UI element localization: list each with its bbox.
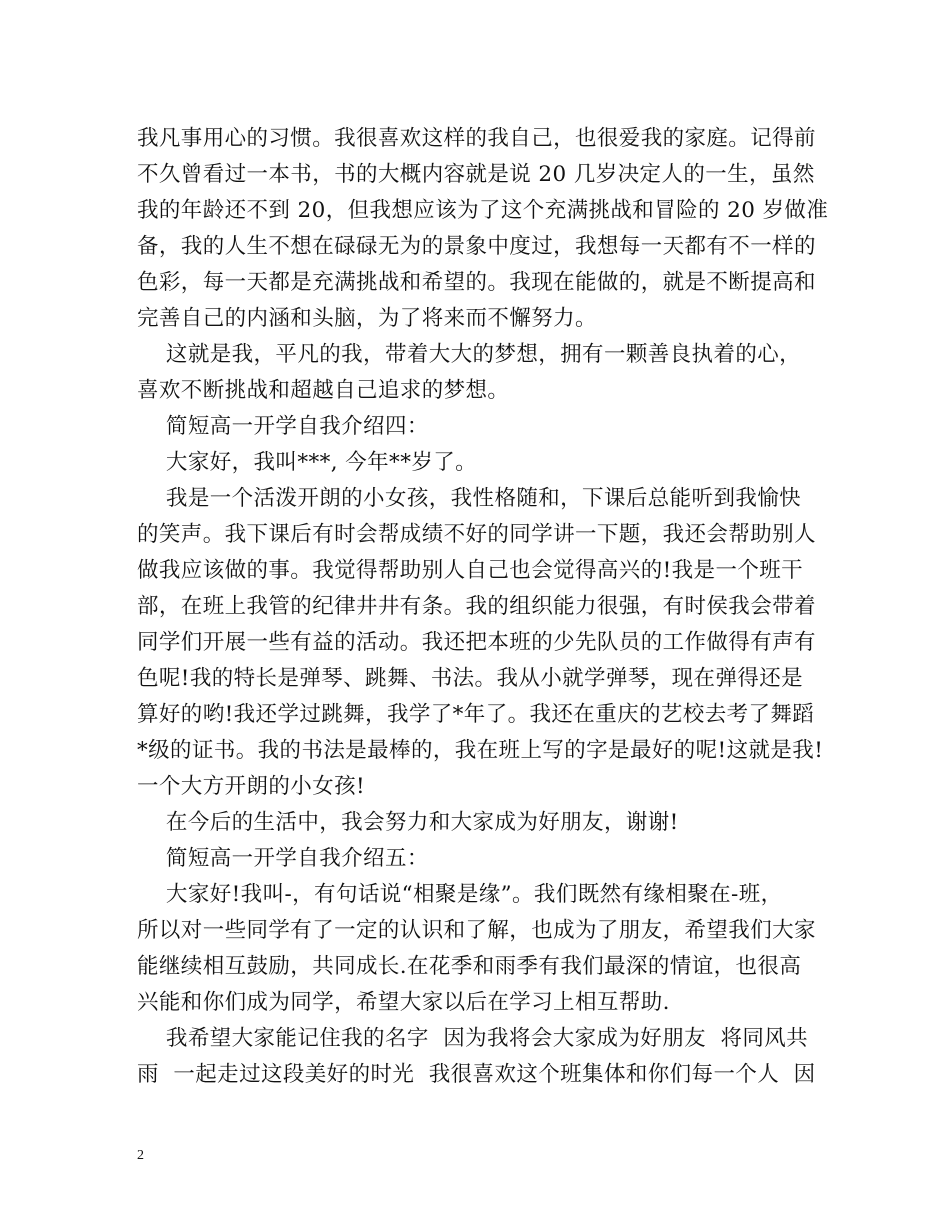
section-heading: 简短高一开学自我介绍五：	[137, 846, 429, 871]
text-line: 同学们开展一些有益的活动。我还把本班的少先队员的工作做得有声有	[137, 630, 816, 655]
section-heading: 简短高一开学自我介绍四：	[137, 414, 429, 439]
text-line: 算好的哟!我还学过跳舞，我学了*年了。我还在重庆的艺校去考了舞蹈	[137, 702, 815, 727]
text-line: 我希望大家能记住我的名字 因为我将会大家成为好朋友 将同风共	[137, 1026, 809, 1051]
text-line: 色呢!我的特长是弹琴、跳舞、书法。我从小就学弹琴，现在弹得还是	[137, 666, 804, 691]
text-line: 喜欢不断挑战和超越自己追求的梦想。	[137, 378, 510, 403]
text-line: 做我应该做的事。我觉得帮助别人自己也会觉得高兴的!我是一个班干	[137, 558, 804, 583]
text-line: 我凡事用心的习惯。我很喜欢这样的我自己，也很爱我的家庭。记得前	[137, 126, 816, 151]
text-line: 在今后的生活中，我会努力和大家成为好朋友，谢谢!	[137, 810, 679, 835]
text-line: 大家好!我叫-，有句话说“相聚是缘”。我们既然有缘相聚在-班，	[137, 882, 783, 907]
text-line: 兴能和你们成为同学，希望大家以后在学习上相互帮助.	[137, 990, 670, 1015]
text-line: 大家好，我叫***, 今年**岁了。	[137, 450, 478, 475]
text-line: 不久曾看过一本书，书的大概内容就是说 20 几岁决定人的一生，虽然	[137, 162, 815, 187]
text-line: 完善自己的内涵和头脑，为了将来而不懈努力。	[137, 306, 597, 331]
page-number: 2	[137, 1148, 144, 1163]
text-line: 色彩，每一天都是充满挑战和希望的。我现在能做的，就是不断提高和	[137, 270, 816, 295]
text-line: 所以对一些同学有了一定的认识和了解，也成为了朋友，希望我们大家	[137, 918, 816, 943]
text-line: *级的证书。我的书法是最棒的，我在班上写的字是最好的呢!这就是我!	[137, 738, 824, 763]
text-line: 我是一个活泼开朗的小女孩，我性格随和，下课后总能听到我愉快	[137, 486, 802, 511]
text-line: 部，在班上我管的纪律井井有条。我的组织能力很强，有时侯我会带着	[137, 594, 816, 619]
text-line: 这就是我，平凡的我，带着大大的梦想，拥有一颗善良执着的心，	[137, 342, 802, 367]
text-line: 备，我的人生不想在碌碌无为的景象中度过，我想每一天都有不一样的	[137, 234, 816, 259]
text-line: 我的年龄还不到 20，但我想应该为了这个充满挑战和冒险的 20 岁做准	[137, 198, 829, 223]
text-line: 能继续相互鼓励，共同成长.在花季和雨季有我们最深的情谊，也很高	[137, 954, 802, 979]
text-line: 的笑声。我下课后有时会帮成绩不好的同学讲一下题，我还会帮助别人	[137, 522, 816, 547]
text-line: 一个大方开朗的小女孩!	[137, 774, 366, 799]
text-line: 雨 一起走过这段美好的时光 我很喜欢这个班集体和你们每一个人 因	[137, 1062, 816, 1087]
